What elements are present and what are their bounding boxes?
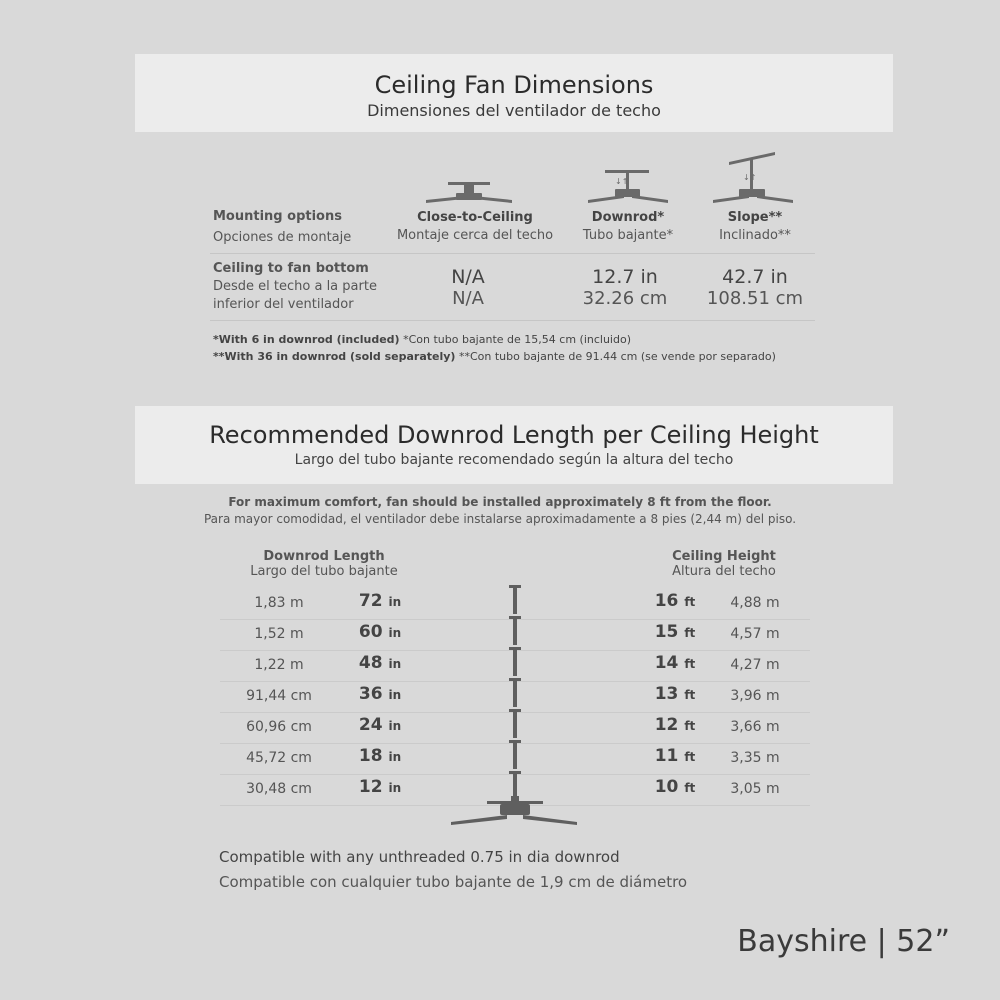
downrod-length-heading-es: Largo del tubo bajante — [250, 564, 398, 579]
downrod-fan-icon — [580, 166, 690, 208]
ceiling-to-fan-bottom-label-es-1: Desde el techo a la parte — [213, 279, 377, 294]
downrod-metric: 91,44 cm — [246, 688, 312, 704]
column-slope — [670, 210, 840, 243]
unit-in: in — [388, 781, 402, 795]
divider — [210, 320, 815, 321]
unit-ft: ft — [684, 657, 696, 671]
footnote-downrod-es: *Con tubo bajante de 15,54 cm (incluido) — [399, 333, 631, 346]
ceiling-feet-value: 10 — [654, 777, 679, 797]
footnote-downrod — [213, 333, 631, 346]
column-heading: Downrod* — [591, 210, 665, 225]
value-close-to-ceiling — [383, 266, 553, 309]
footnote-slope — [213, 350, 776, 363]
downrod-inches — [350, 591, 410, 611]
ceiling-feet-value: 15 — [654, 622, 679, 642]
ceiling-to-fan-bottom-label: Ceiling to fan bottom — [213, 261, 369, 276]
ceiling-feet-value: 11 — [654, 746, 679, 766]
ceiling-meters: 3,35 m — [730, 750, 780, 766]
ceiling-to-fan-bottom-label-es-2: inferior del ventilador — [213, 297, 354, 312]
downrod-inches-value: 24 — [358, 715, 383, 735]
mounting-options-label: Mounting options — [213, 209, 342, 224]
ceiling-height-heading-en: Ceiling Height — [672, 549, 776, 564]
downrod-inches — [350, 777, 410, 797]
ceiling-feet-value: 16 — [654, 591, 679, 611]
ceiling-meters: 3,05 m — [730, 781, 780, 797]
ceiling-feet-value: 12 — [654, 715, 679, 735]
comfort-note-es: Para mayor comodidad, el ventilador debe instalarse aproximadamente a 8 pies (2,44 m) del piso. — [203, 512, 797, 526]
ceiling-meters: 4,88 m — [730, 595, 780, 611]
ceiling-meters: 4,57 m — [730, 626, 780, 642]
footnote-downrod-en: *With 6 in downrod (included) — [213, 333, 400, 346]
footnote-slope-es: **Con tubo bajante de 91.44 cm (se vende por separado) — [455, 350, 776, 363]
downrod-metric: 1,22 m — [254, 657, 304, 673]
ceiling-height-heading-es: Altura del techo — [672, 564, 776, 579]
unit-in: in — [388, 626, 402, 640]
unit-ft: ft — [684, 719, 696, 733]
comfort-note-en: For maximum comfort, fan should be installed approximately 8 ft from the floor. — [228, 495, 772, 509]
compatibility-en: Compatible with any unthreaded 0.75 in dia downrod — [219, 848, 620, 866]
value-cm: N/A — [452, 288, 484, 309]
downrod-inches — [350, 715, 410, 735]
brand-label: Bayshire | 52” — [737, 924, 950, 959]
footnote-slope-en: **With 36 in downrod (sold separately) — [213, 350, 456, 363]
ceiling-feet-value: 13 — [654, 684, 679, 704]
mounting-options-label-es: Opciones de montaje — [213, 230, 352, 245]
ceiling-meters: 3,96 m — [730, 688, 780, 704]
downrod-inches-value: 72 — [358, 591, 383, 611]
column-heading: Slope** — [727, 210, 783, 225]
svg-text:↓↑: ↓↑ — [615, 177, 629, 186]
dimensions-subtitle: Dimensiones del ventilador de techo — [367, 101, 661, 120]
ceiling-feet — [645, 622, 705, 642]
downrod-subtitle: Largo del tubo bajante recomendado según la altura del techo — [294, 452, 734, 468]
svg-text:↓↑: ↓↑ — [743, 173, 757, 182]
unit-ft: ft — [684, 595, 696, 609]
downrod-metric: 30,48 cm — [246, 781, 312, 797]
downrod-metric: 1,52 m — [254, 626, 304, 642]
value-inches: 42.7 in — [722, 266, 788, 288]
compatibility-es: Compatible con cualquier tubo bajante de 1,9 cm de diámetro — [219, 873, 688, 891]
unit-in: in — [388, 750, 402, 764]
ceiling-feet — [645, 591, 705, 611]
downrod-metric: 1,83 m — [254, 595, 304, 611]
ceiling-feet — [645, 715, 705, 735]
unit-ft: ft — [684, 750, 696, 764]
ceiling-feet — [645, 777, 705, 797]
ceiling-height-heading — [624, 549, 824, 579]
downrod-inches-value: 12 — [358, 777, 383, 797]
downrod-inches-value: 60 — [358, 622, 383, 642]
value-slope — [670, 266, 840, 309]
column-heading-es: Inclinado** — [719, 228, 791, 243]
unit-in: in — [388, 657, 402, 671]
divider — [210, 253, 815, 254]
ceiling-meters: 4,27 m — [730, 657, 780, 673]
unit-ft: ft — [684, 688, 696, 702]
ceiling-feet — [645, 746, 705, 766]
ceiling-meters: 3,66 m — [730, 719, 780, 735]
unit-in: in — [388, 595, 402, 609]
dimensions-title: Ceiling Fan Dimensions — [374, 71, 654, 99]
downrod-fan-illustration-icon — [445, 582, 585, 828]
dimensions-banner — [135, 54, 893, 132]
downrod-inches — [350, 653, 410, 673]
downrod-inches — [350, 622, 410, 642]
ceiling-feet — [645, 653, 705, 673]
close-to-ceiling-fan-icon — [420, 178, 530, 208]
column-heading-es: Montaje cerca del techo — [396, 228, 554, 243]
unit-in: in — [388, 719, 402, 733]
value-inches: 12.7 in — [592, 266, 658, 288]
column-close-to-ceiling — [390, 210, 560, 243]
ceiling-feet-value: 14 — [654, 653, 679, 673]
downrod-metric: 45,72 cm — [246, 750, 312, 766]
slope-fan-icon — [705, 148, 815, 208]
downrod-metric: 60,96 cm — [246, 719, 312, 735]
value-cm: 108.51 cm — [706, 288, 804, 309]
column-heading-es: Tubo bajante* — [582, 228, 674, 243]
ceiling-feet — [645, 684, 705, 704]
unit-ft: ft — [684, 781, 696, 795]
downrod-inches-value: 36 — [358, 684, 383, 704]
unit-ft: ft — [684, 626, 696, 640]
downrod-inches — [350, 684, 410, 704]
downrod-inches-value: 18 — [358, 746, 383, 766]
value-inches: N/A — [451, 266, 485, 288]
downrod-length-heading-en: Downrod Length — [263, 549, 385, 564]
column-heading: Close-to-Ceiling — [417, 210, 533, 225]
downrod-title: Recommended Downrod Length per Ceiling Height — [209, 421, 819, 449]
value-cm: 32.26 cm — [582, 288, 668, 309]
downrod-inches-value: 48 — [358, 653, 383, 673]
unit-in: in — [388, 688, 402, 702]
downrod-inches — [350, 746, 410, 766]
downrod-banner — [135, 406, 893, 484]
downrod-length-heading — [224, 549, 424, 579]
